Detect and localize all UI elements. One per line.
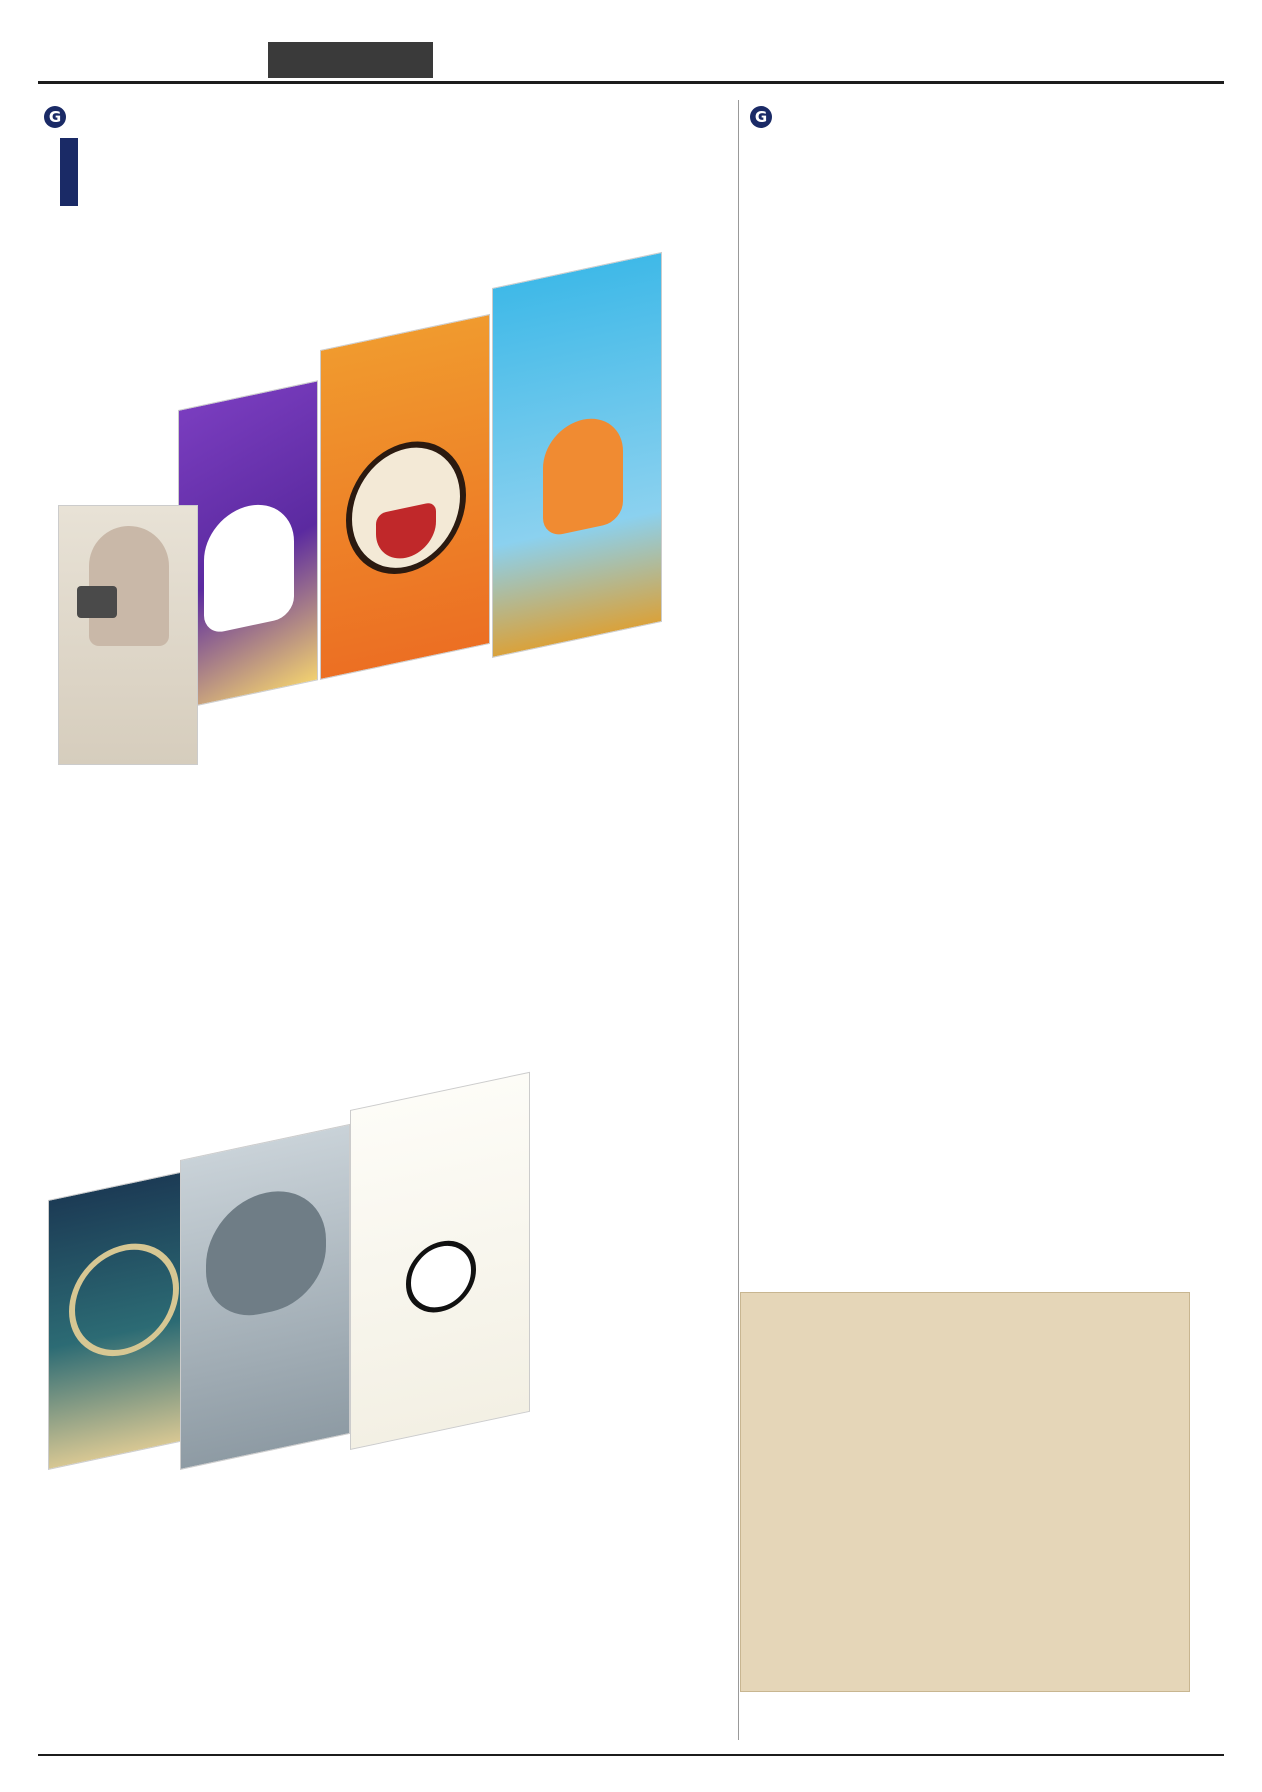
right-column-tag — [750, 106, 776, 128]
camera-icon — [77, 586, 117, 618]
g-logo-icon: G — [44, 106, 66, 128]
dragon-illustration-icon — [69, 1233, 179, 1366]
cover-chunfu — [492, 252, 662, 658]
panda-icon — [406, 1234, 476, 1319]
ghost-figure-icon — [204, 496, 294, 635]
cover-panda — [350, 1072, 530, 1450]
masthead — [38, 14, 1224, 84]
article-column-2 — [223, 728, 373, 1158]
column-divider — [738, 100, 739, 1740]
right-column-3 — [994, 140, 1184, 1280]
calligraphy-image — [740, 1292, 1190, 1692]
cover-shanhai — [48, 1168, 198, 1470]
editor-note — [60, 138, 730, 206]
byline — [60, 330, 80, 345]
right-column-2 — [865, 630, 983, 1280]
article-column-1 — [60, 790, 210, 1205]
section-label — [268, 42, 433, 78]
footer — [38, 1754, 1224, 1771]
masthead-meta — [458, 67, 528, 80]
editor-note-tag — [60, 138, 78, 206]
grey-cat-icon — [206, 1180, 326, 1326]
cover-dinosaur-express — [58, 505, 198, 765]
left-column-tag — [44, 106, 70, 128]
fox-character-icon — [543, 411, 623, 538]
cover-bus — [320, 314, 490, 680]
article-column-3-sign — [386, 1660, 536, 1710]
right-column-1 — [745, 140, 855, 1280]
article-column-4 — [550, 668, 725, 1728]
article-column-3 — [386, 668, 536, 1068]
cover-hi — [178, 380, 318, 710]
g-logo-icon: G — [750, 106, 772, 128]
